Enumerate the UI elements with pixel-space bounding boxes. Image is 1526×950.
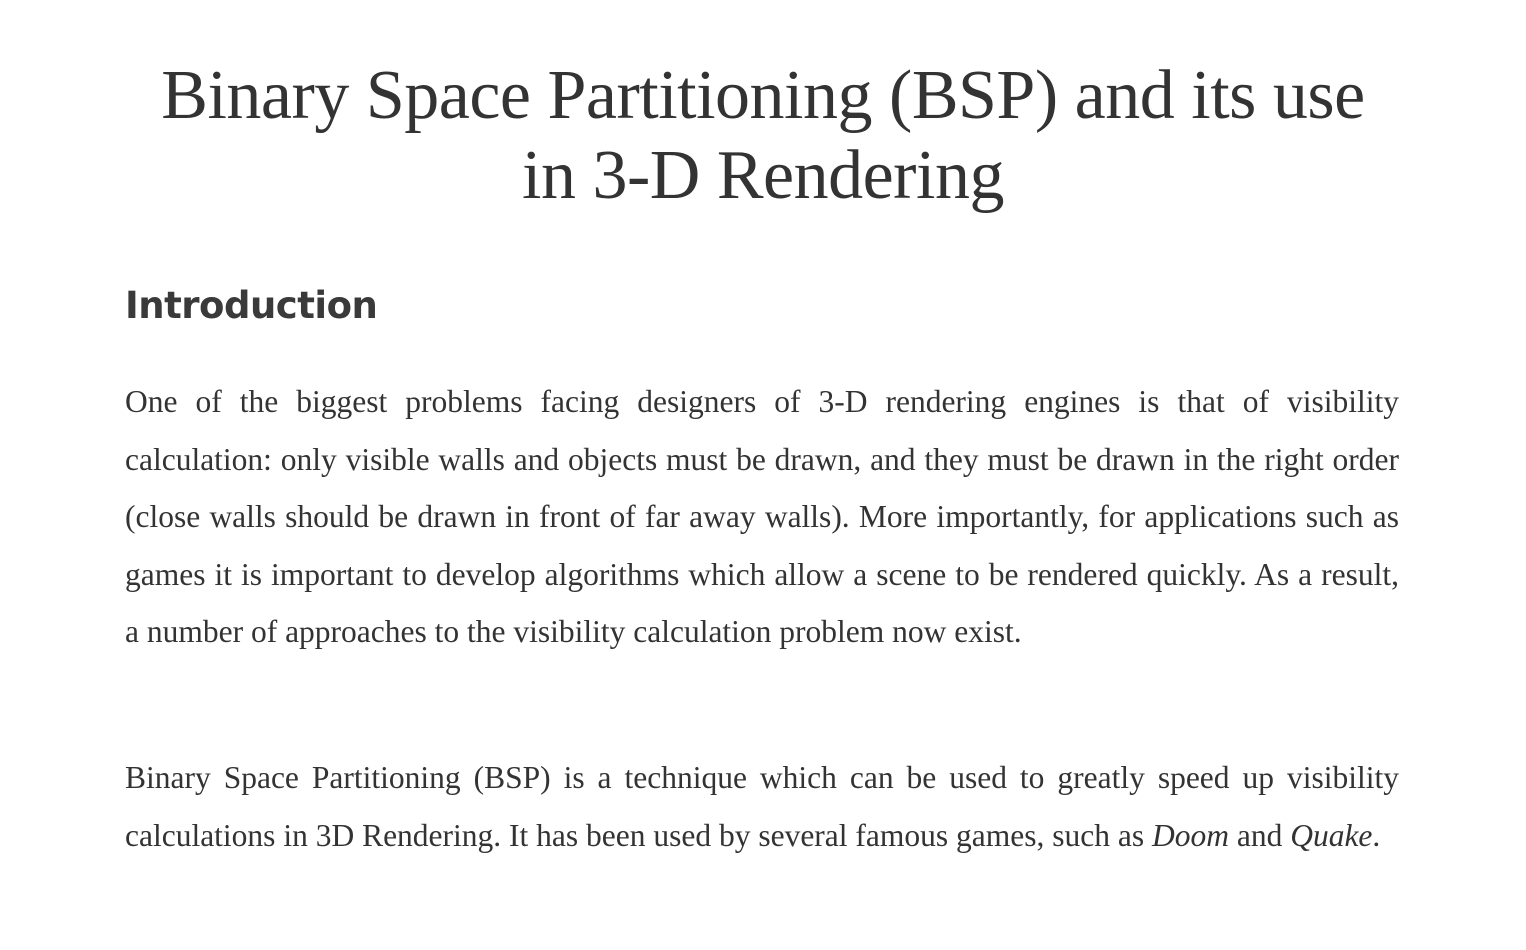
intro-paragraph-2 bbox=[125, 749, 1399, 864]
paragraph-text: Binary Space Partitioning (BSP) is a technique which can be used to greatly speed up visibility calculations in 3D Rendering. It has been used by several famous games, such as bbox=[125, 760, 1399, 853]
paragraph-text: . bbox=[1372, 817, 1381, 853]
page-title: Binary Space Partitioning (BSP) and its use in 3-D Rendering bbox=[161, 57, 1365, 214]
section-heading-introduction: Introduction bbox=[125, 284, 378, 327]
intro-paragraph-1: One of the biggest problems facing designers of 3-D rendering engines is that of visibility calculation: only visible walls and objects must be drawn, and they must be drawn in the right order (close walls should be drawn in front of far away walls). More importantly, for applications such as games it is important to develop algorithms which allow a scene to be rendered quickly. As a result, a number of approaches to the visibility calculation problem now exist. bbox=[125, 384, 1399, 649]
game-title-quake: Quake bbox=[1290, 817, 1373, 853]
paragraph-text: and bbox=[1228, 817, 1291, 853]
game-title-doom: Doom bbox=[1151, 817, 1229, 853]
